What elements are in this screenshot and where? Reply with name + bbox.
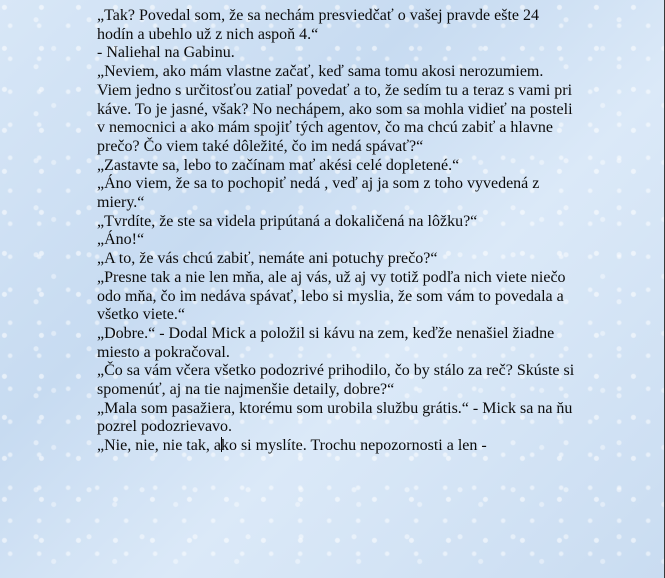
paragraph: „Neviem, ako mám vlastne začať, keď sama tomu akosi nerozumiem. [97,63,544,81]
paragraph: „Zastavte sa, lebo to začínam mať akési celé dopletené.“ [97,156,460,174]
paragraph: „Tvrdíte, že ste sa videla pripútaná a dokaličená na lôžku?“ [97,212,478,230]
paragraph: „Tak? Povedal som, že sa nechám presviedčať o vašej pravde ešte 24 hodín a ubehlo už z nich aspoň 4.“ [97,7,539,43]
paragraph: „Áno viem, že sa to pochopiť nedá , veď aj ja som z toho vyvedená z miery.“ [97,175,540,212]
paragraph: „Presne tak a nie len mňa, ale aj vás, už aj vy totiž podľa nich viete niečo odo mňa, čo im nedáva spávať, lebo si myslia, že som vám to povedala a všetko viete.“ [97,268,566,324]
paragraph: „A to, že vás chcú zabiť, nemáte ani potuchy prečo?“ [97,250,438,268]
paragraph: „Dobre.“ - Dodal Mick a položil si kávu na zem, keďže nenašiel žiadne miesto a pokračoval. [97,324,555,361]
document-text[interactable] [97,7,577,456]
paragraph: „Čo sa vám včera všetko podozrivé prihodilo, čo by stálo za reč? Skúste si spomenúť, aj na tie najmenšie detaily, dobre?“ [97,362,575,399]
paragraph-with-caret[interactable] [97,437,577,456]
paragraph-text-after-caret: ko si myslíte. Trochu nepozornosti a len - [220,437,487,455]
paragraph: „Áno!“ [97,231,145,249]
paragraph-text-before-caret: „Nie, nie, nie tak, a [97,437,221,455]
paragraph: - Naliehal na Gabinu. [97,44,235,62]
paragraph: „Mala som pasažiera, ktorému som urobila službu grátis.“ - Mick sa na ňu pozrel podozrievavo. [97,399,573,436]
paragraph: Viem jedno s určitosťou zatiaľ povedať a to, že sedím tu a teraz s vami pri káve. To je jasné, však? No nechápem, ako som sa mohla vidieť na posteli v nemocnici a ako mám spojiť tých agentov, čo ma chcú zabiť a hlavne prečo? Čo viem také dôležité, čo im nedá spávať?“ [97,81,573,155]
